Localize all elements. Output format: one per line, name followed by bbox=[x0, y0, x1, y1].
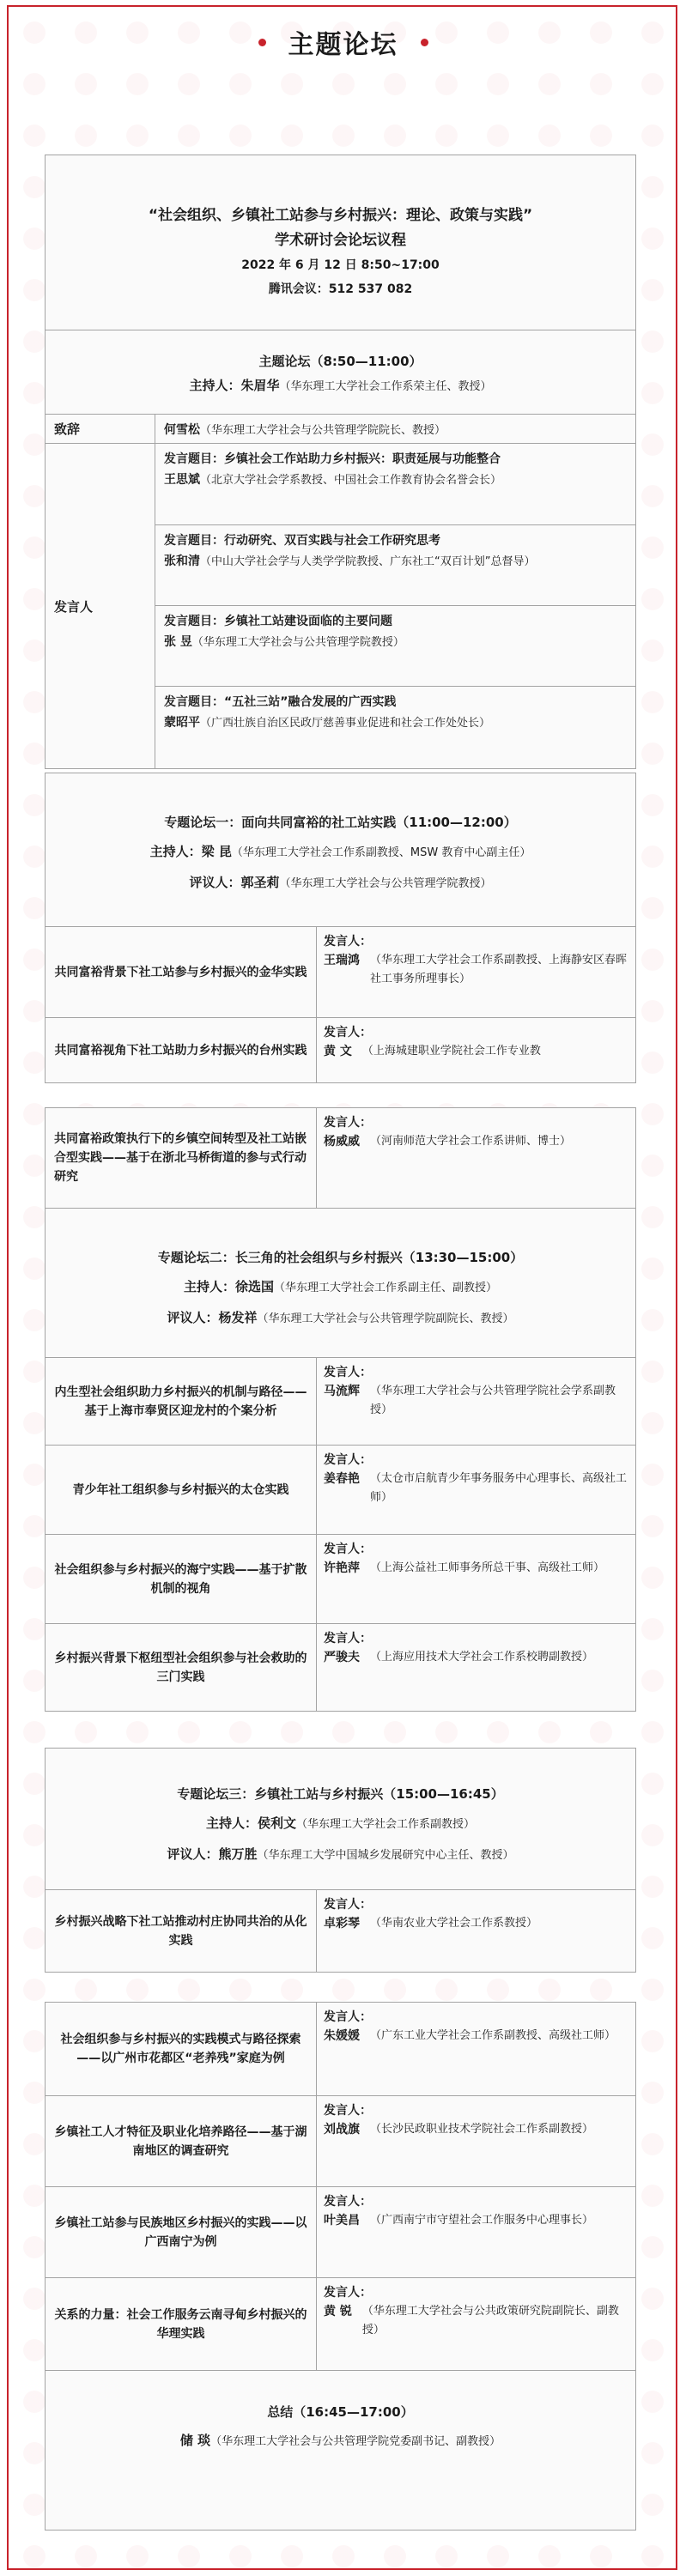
opening-row bbox=[46, 414, 635, 443]
speakers-list bbox=[155, 444, 635, 768]
talk-speaker: 发言人： 王瑞鸿 （华东理工大学社会工作系副教授、上海静安区春晖社工事务所理事长） bbox=[324, 935, 628, 985]
table-row bbox=[46, 1108, 635, 1208]
forum-meeting-id: 腾讯会议：512 537 082 bbox=[268, 282, 413, 296]
talk-speaker: 发言人： 姜春艳 （太仓市启航青少年事务服务中心理事长、高级社工师） bbox=[324, 1453, 628, 1504]
forum-header bbox=[46, 155, 635, 330]
talk-item: 发言题目：“五社三站”融合发展的广西实践 蒙昭平（广西壮族自治区民政厅慈善事业促进和社会工作处处长） bbox=[155, 686, 635, 767]
sub-forum-2-host: 主持人：徐选国（华东理工大学社会工作系副主任、副教授） bbox=[183, 1279, 498, 1294]
sub-forum-2-card bbox=[45, 1107, 636, 1712]
speakers-label: 发言人 bbox=[46, 444, 155, 768]
talk-topic: 乡镇社工站参与民族地区乡村振兴的实践——以广西南宁为例 bbox=[46, 2187, 317, 2277]
main-forum-heading: 主题论坛（8:50—11:00） bbox=[258, 354, 422, 369]
talk-topic: 乡村振兴战略下社工站推动村庄协同共治的从化实践 bbox=[46, 1890, 317, 1972]
sub-forum-1-heading: 专题论坛一：面向共同富裕的社工站实践（11:00—12:00） bbox=[164, 815, 517, 830]
page-title: 主题论坛 bbox=[288, 30, 398, 60]
table-row bbox=[46, 1445, 635, 1534]
talk-speaker: 发言人： 杨威威 （河南师范大学社会工作系讲师、博士） bbox=[324, 1116, 572, 1149]
table-row bbox=[46, 1889, 635, 1972]
talk-speaker: 发言人： 马流辉 （华东理工大学社会与公共管理学院社会学系副教授） bbox=[324, 1366, 616, 1416]
table-row bbox=[46, 1357, 635, 1445]
sub-forum-3-cont-card bbox=[45, 2002, 636, 2531]
opening-speaker: 何雪松 （华东理工大学社会与公共管理学院院长、教授） bbox=[164, 422, 446, 437]
talk-topic: 青少年社工组织参与乡村振兴的太仓实践 bbox=[46, 1446, 317, 1534]
talk-speaker: 发言人： 朱媛媛 （广东工业大学社会工作系副教授、高级社工师） bbox=[324, 2010, 616, 2043]
forum-title-line1: “社会组织、乡镇社工站参与乡村振兴：理论、政策与实践” bbox=[148, 207, 533, 224]
talk-topic: 共同富裕政策执行下的乡镇空间转型及社工站嵌合型实践——基于在浙北马桥街道的参与式行动研究 bbox=[46, 1108, 317, 1208]
talk-speaker: 发言人： 卓彩琴 （华南农业大学社会工作系教授） bbox=[324, 1898, 538, 1930]
table-row bbox=[46, 1534, 635, 1623]
sub-forum-2-heading: 专题论坛二：长三角的社会组织与乡村振兴（13:30—15:00） bbox=[157, 1250, 524, 1265]
talk-speaker: 发言人： 许艳萍 （上海公益社工师事务所总干事、高级社工师） bbox=[324, 1543, 605, 1575]
opening-label: 致辞 bbox=[46, 415, 155, 443]
sub-forum-3-heading-block bbox=[46, 1749, 635, 1889]
sub-forum-2-heading-block bbox=[46, 1208, 635, 1357]
talk-speaker: 发言人： 刘战旗 （长沙民政职业技术学院社会工作系副教授） bbox=[324, 2104, 594, 2137]
talk-item: 发言题目：乡镇社工站建设面临的主要问题 张 昱（华东理工大学社会与公共管理学院教授） bbox=[155, 605, 635, 686]
sub-forum-1-heading-block bbox=[46, 773, 635, 926]
sub-forum-3-host: 主持人：侯利文（华东理工大学社会工作系副教授） bbox=[205, 1815, 476, 1831]
talk-topic: 共同富裕视角下社工站助力乡村振兴的台州实践 bbox=[46, 1018, 317, 1082]
talk-topic: 社会组织参与乡村振兴的海宁实践——基于扩散机制的视角 bbox=[46, 1535, 317, 1623]
forum-title-line2: 学术研讨会论坛议程 bbox=[275, 232, 406, 249]
closing-heading: 总结（16:45—17:00） bbox=[267, 2404, 414, 2420]
talk-topic: 关系的力量：社会工作服务云南寻甸乡村振兴的华理实践 bbox=[46, 2278, 317, 2370]
talk-topic: 内生型社会组织助力乡村振兴的机制与路径——基于上海市奉贤区迎龙村的个案分析 bbox=[46, 1358, 317, 1445]
sub-forum-1-host: 主持人：梁 昆（华东理工大学社会工作系副教授、MSW 教育中心副主任） bbox=[149, 844, 531, 859]
right-dot-icon bbox=[421, 39, 428, 46]
talk-speaker: 发言人： 黄 文 （上海城建职业学院社会工作专业教 bbox=[324, 1026, 541, 1058]
closing-block bbox=[46, 2370, 635, 2530]
sub-forum-3-heading: 专题论坛三：乡镇社工站与乡村振兴（15:00—16:45） bbox=[177, 1786, 504, 1802]
talk-item: 发言题目：行动研究、双百实践与社会工作研究思考 张和清（中山大学社会学与人类学学院教授、广东社工“双百计划”总督导） bbox=[155, 524, 635, 605]
table-row bbox=[46, 1623, 635, 1711]
sub-forum-1-card bbox=[45, 773, 636, 1083]
talk-topic: 共同富裕背景下社工站参与乡村振兴的金华实践 bbox=[46, 927, 317, 1017]
page-header bbox=[0, 21, 686, 64]
table-row bbox=[46, 1017, 635, 1082]
talk-speaker: 发言人： 严骏夫 （上海应用技术大学社会工作系校聘副教授） bbox=[324, 1632, 594, 1664]
talk-speaker: 发言人： 黄 锐 （华东理工大学社会与公共政策研究院副院长、副教授） bbox=[324, 2286, 619, 2337]
table-row bbox=[46, 2277, 635, 2370]
talk-topic: 社会组织参与乡村振兴的实践模式与路径探索——以广州市花都区“老养残”家庭为例 bbox=[46, 2003, 317, 2095]
table-row bbox=[46, 2003, 635, 2095]
forum-date: 2022 年 6 月 12 日 8:50~17:00 bbox=[241, 258, 440, 272]
left-dot-icon bbox=[258, 39, 266, 46]
sub-forum-1-discussant: 评议人：郭圣莉（华东理工大学社会与公共管理学院教授） bbox=[189, 875, 492, 890]
sub-forum-3-discussant: 评议人：熊万胜（华东理工大学中国城乡发展研究中心主任、教授） bbox=[167, 1846, 514, 1862]
closing-speaker: 储 琰（华东理工大学社会与公共管理学院党委副书记、副教授） bbox=[179, 2433, 501, 2448]
main-forum-host: 主持人：朱眉华（华东理工大学社会工作系荣主任、教授） bbox=[189, 378, 492, 393]
talk-item: 发言题目：乡镇社会工作站助力乡村振兴：职责延展与功能整合 王思斌（北京大学社会学系教授、中国社会工作教育协会名誉会长） bbox=[164, 452, 502, 487]
sub-forum-2-discussant: 评议人：杨发祥（华东理工大学社会与公共管理学院副院长、教授） bbox=[167, 1310, 514, 1325]
main-forum-card bbox=[45, 155, 636, 769]
talk-topic: 乡镇社工人才特征及职业化培养路径——基于湖南地区的调查研究 bbox=[46, 2096, 317, 2186]
table-row bbox=[46, 926, 635, 1017]
talk-topic: 乡村振兴背景下枢纽型社会组织参与社会救助的三门实践 bbox=[46, 1624, 317, 1711]
table-row bbox=[46, 2186, 635, 2277]
main-forum-heading-block bbox=[46, 330, 635, 414]
table-row bbox=[46, 2095, 635, 2186]
speakers-row bbox=[46, 443, 635, 768]
sub-forum-3-card bbox=[45, 1748, 636, 1973]
talk-speaker: 发言人： 叶美昌 （广西南宁市守望社会工作服务中心理事长） bbox=[324, 2195, 594, 2227]
